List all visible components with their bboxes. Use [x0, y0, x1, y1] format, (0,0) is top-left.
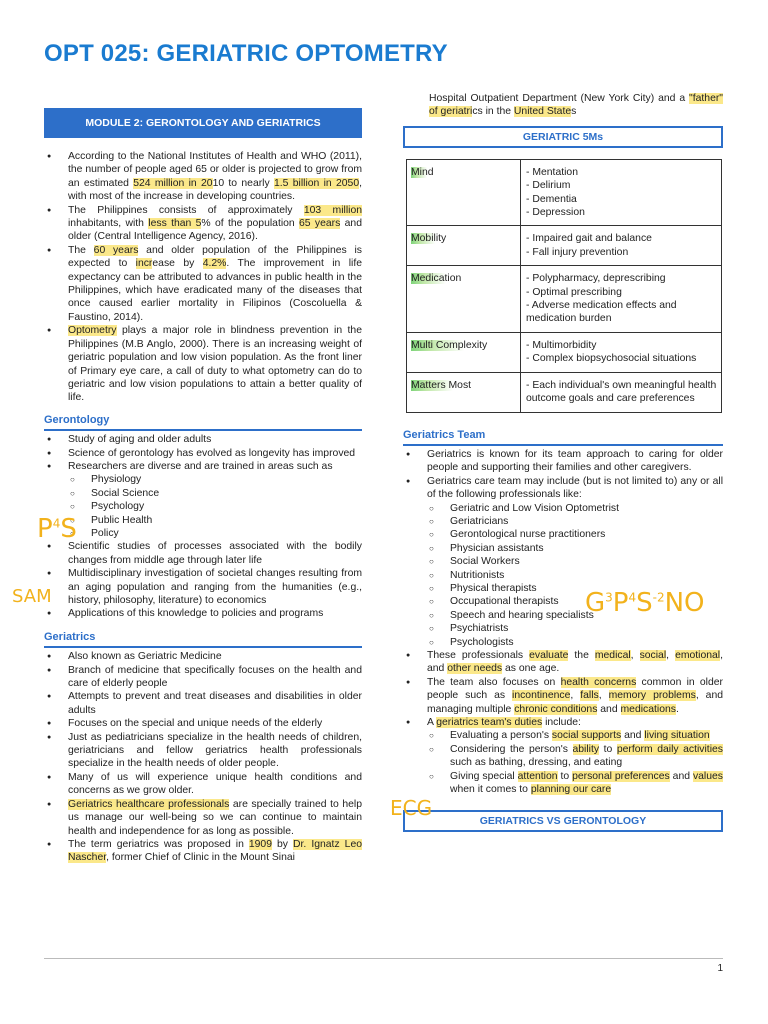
continued-paragraph: Hospital Outpatient Department (New York City) and a "father" of geriatrics in the United States	[429, 93, 723, 118]
gerontology-list	[44, 433, 362, 621]
list-item: ○ Evaluating a person's social supports and living situation	[403, 729, 723, 742]
list-item: ● The term geriatrics was proposed in 1909 by Dr. Ignatz Leo Nascher, former Chief of Clinic in the Mount Sinai	[44, 838, 362, 865]
list-item: ● A geriatrics team's duties include: ○ Evaluating a person's social supports and living situation ○ Considering the person's ability to perform daily activities such as bathing, dressing, and eating ○ Giving special attention to personal preferences and values when it comes to planning our care	[403, 716, 723, 796]
page-number: 1	[717, 963, 723, 974]
list-item: ○ Geriatricians	[403, 515, 723, 528]
list-item: ○ Gerontological nurse practitioners	[403, 528, 723, 541]
list-item: ● According to the National Institutes of Health and WHO (2011), the number of people aged 65 or older is projected to grow from an estimated 524 million in 2010 to nearly 1.5 billion in 2050, with most of the increase in developing countries.	[44, 150, 362, 204]
list-item: ● The Philippines consists of approximately 103 million inhabitants, with less than 5% of the population 65 years and older (Central Intelligence Agency, 2016).	[44, 204, 362, 244]
handwritten-note-p4s: $P^4S$	[37, 514, 77, 544]
geriatrics-list	[44, 650, 362, 865]
list-item: ○ Giving special attention to personal preferences and values when it comes to planning our care	[403, 770, 723, 797]
list-item: ● Geriatrics is known for its team approach to caring for older people and supporting their families and other caregivers.	[403, 448, 723, 475]
list-item: ● Science of gerontology has evolved as longevity has improved	[44, 447, 362, 460]
module-banner: MODULE 2: GERONTOLOGY AND GERIATRICS	[44, 108, 362, 138]
list-item: ● Geriatrics care team may include (but is not limited to) any or all of the following professionals like: ○ Geriatric and Low Vision Optometrist ○ Geriatricians ○ Gerontological nurse practitioners ○ Physician assistants ○ Social Workers ○ Nutritionists ○ Physical therapists ○ Occupational therapists ○ Speech and hearing specialists ○ Psychiatrists ○ Psychologists	[403, 475, 723, 649]
list-item: ● Optometry plays a major role in blindness prevention in the Philippines (M.B Anglo, 2000). There is an increasing weight of geriatric population and low vision population. As the front liner of Primary eye care, a call of duty to what optometry can do to geriatric and low vision populations to attain a better quality of life.	[44, 324, 362, 404]
table-row: Multi Complexity - Multimorbidity - Complex biopsychosocial situations	[407, 332, 722, 372]
list-item: ○ Geriatric and Low Vision Optometrist	[403, 502, 723, 515]
handwritten-note-sam: SAM	[12, 586, 52, 607]
table-row: Mobility - Impaired gait and balance - Fall injury prevention	[407, 226, 722, 266]
list-item: ○ Psychology	[44, 500, 362, 513]
list-item: ● The team also focuses on health concerns common in older people such as incontinence, falls, memory problems, and managing multiple chronic conditions and medications.	[403, 676, 723, 716]
research-areas	[44, 473, 362, 540]
geriatric-5ms-banner: GERIATRIC 5Ms	[403, 126, 723, 148]
table-key: Medication	[411, 273, 462, 285]
list-item: ○ Psychiatrists	[403, 622, 723, 635]
list-item: ● Geriatrics healthcare professionals are specially trained to help us manage our well-being so we can continue to maintain health and independence for as long as possible.	[44, 798, 362, 838]
list-item: ● Also known as Geriatric Medicine	[44, 650, 362, 663]
table-key: Mobility	[411, 233, 447, 245]
table-row: Matters Most - Each individual's own meaningful health outcome goals and care preferences	[407, 372, 722, 412]
list-item: ● Applications of this knowledge to policies and programs	[44, 607, 362, 620]
list-item: ● Study of aging and older adults	[44, 433, 362, 446]
team-duties	[403, 729, 723, 796]
list-item: ● Scientific studies of processes associated with the bodily changes from middle age through later life	[44, 540, 362, 567]
handwritten-note-ecg: ECG	[390, 796, 433, 820]
right-column	[403, 92, 723, 832]
list-item: ● The 60 years and older population of the Philippines is expected to increase by 4.2%. The improvement in life expectancy can be attributed to advances in public health in the Philippines, which have eradicated many of the diseases that once caused earlier mortality in Filipinos (Coscoluella & Faustino, 2014).	[44, 244, 362, 324]
geriatrics-vs-gerontology-banner: GERIATRICS VS GERONTOLOGY	[403, 810, 723, 832]
table-key: Mind	[411, 166, 434, 178]
list-item: ○ Nutritionists	[403, 569, 723, 582]
list-item: ● Many of us will experience unique health conditions and concerns as we grow older.	[44, 771, 362, 798]
list-item: ○ Considering the person's ability to perform daily activities such as bathing, dressing, and eating	[403, 743, 723, 770]
list-item: ● Just as pediatricians specialize in the health needs of children, geriatricians and fellow geriatrics health professionals specialize in the health needs of older people.	[44, 731, 362, 771]
list-item: ● Focuses on the special and unique needs of the elderly	[44, 717, 362, 730]
list-item: ● Branch of medicine that specifically focuses on the health and care of elderly people	[44, 664, 362, 691]
list-item: ● Multidisciplinary investigation of societal changes resulting from an aging population and ranging from the humanities (e.g., history, philosophy, literature) to economics	[44, 567, 362, 607]
table-key: Multi Complexity	[411, 339, 488, 351]
footer-divider	[44, 958, 723, 959]
geriatrics-team-list	[403, 448, 723, 797]
list-item: ○ Physical therapists	[403, 582, 723, 595]
list-item: ● These professionals evaluate the medical, social, emotional, and other needs as one age.	[403, 649, 723, 676]
list-item: ○ Public Health	[44, 514, 362, 527]
team-members	[403, 502, 723, 649]
geriatric-5ms-table	[406, 159, 722, 413]
list-item: ● Attempts to prevent and treat diseases and disabilities in older adults	[44, 690, 362, 717]
list-item: ○ Social Workers	[403, 555, 723, 568]
list-item: ○ Speech and hearing specialists	[403, 609, 723, 622]
table-row: Mind - Mentation - Delirium - Dementia - Depression	[407, 159, 722, 226]
geriatrics-heading: Geriatrics	[44, 631, 362, 648]
list-item: ○ Psychologists	[403, 636, 723, 649]
list-item: ○ Policy	[44, 527, 362, 540]
list-item: ○ Physiology	[44, 473, 362, 486]
document-title: OPT 025: GERIATRIC OPTOMETRY	[44, 40, 448, 67]
list-item: ○ Occupational therapists	[403, 595, 723, 608]
left-column	[44, 108, 362, 865]
geriatrics-team-heading: Geriatrics Team	[403, 429, 723, 446]
list-item: ○ Physician assistants	[403, 542, 723, 555]
table-row: Medication - Polypharmacy, deprescribing - Optimal prescribing - Adverse medication effects and medication burden	[407, 266, 722, 333]
handwritten-note-g3p4s2no: $G^3P^4S^{-2}NO$	[585, 588, 705, 618]
table-key: Matters Most	[411, 379, 472, 391]
intro-list	[44, 150, 362, 405]
list-item: ● Researchers are diverse and are trained in areas such as ○ Physiology ○ Social Science ○ Psychology ○ Public Health ○ Policy	[44, 460, 362, 540]
gerontology-heading: Gerontology	[44, 414, 362, 431]
list-item: ○ Social Science	[44, 487, 362, 500]
